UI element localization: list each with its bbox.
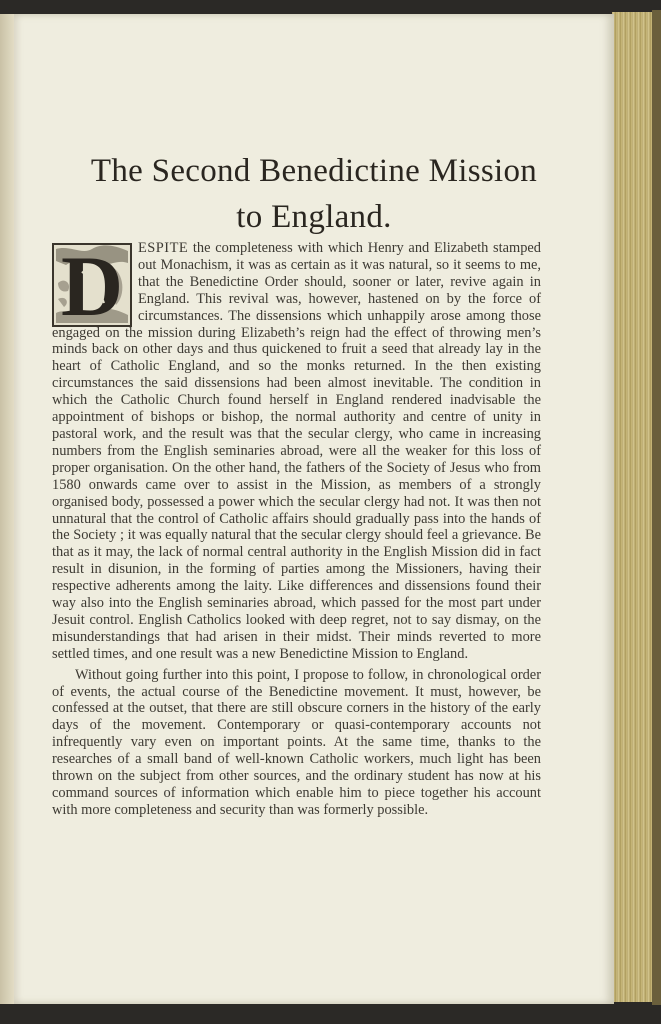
book-page xyxy=(14,14,614,1004)
paragraph-2: Without going further into this point, I propose to follow, in chronological order of events, the actual course of the Benedictine movement. It must, however, be confessed at the outset, that there are still obscure corners in the history of the early days of the movement. Contemporary or quasi-contemporary accounts not infrequently vary even on important points. At the same time, thanks to the researches of a small band of well-known Catholic workers, much light has been thrown on the subject from other sources, and the ordinary student has now at his command sources of information which enable him to piece together his account with more completeness and security than was formerly possible. xyxy=(52,666,541,818)
paragraph-1-text: the completeness with which Henry and Elizabeth stamped out Monachism, it was as certain as it was natural, so it seems to me, that the Benedictine Order should, sooner or later, revive again in England. This revival was, however, hastened on by the force of circumstances. The dissensions which unhappily arose among those engaged on the mission during Elizabeth’s reign had the effect of throwing men’s minds back on other days and thus quickened to fruit a seed that already lay in the heart of Catholic England, and so the monks returned. In the then existing circumstances the said dissensions had been almost inevitable. The condition in which the Catholic Church found herself in England rendered inadvisable the appointment of bishops or bishop, the normal authority and centre of unity in pastoral work, and the result was that the secular clergy, who came in increasing numbers from the English seminaries abroad, were all the weaker for this loss of proper organisation. On the other hand, the fathers of the Society of Jesus who from 1580 onwards came over to assist in the Mission, as members of a strongly organised body, possessed a power which the secular clergy had not. It was then not unnatural that the control of Catholic affairs should gradually pass into the hands of the Society ; it was equally natural that the secular clergy should feel a grievance. Be that as it may, the lack of normal central authority in the English Mission did in fact result in disunion, in the forming of parties among the Missioners, having their respective adherents among the laity. Like differences and dissensions found their way also into the English seminaries abroad, which passed for the most part under Jesuit control. English Catholics looked with deep regret, not to say dismay, on the misunderstandings that had arisen in their midst. Their minds reverted to more settled times, and one result was a new Benedictine Mission to England. xyxy=(52,240,541,662)
paragraph-1 xyxy=(52,240,541,663)
article-title xyxy=(14,148,614,240)
initial-letter: D xyxy=(60,243,124,327)
initial-space xyxy=(52,240,138,324)
book-cover-edge xyxy=(652,10,661,1005)
article-body xyxy=(52,240,541,819)
paragraph-1-lead: ESPITE xyxy=(138,240,189,256)
title-line-1: The Second Benedictine Mission xyxy=(90,153,538,189)
title-line-2: to England. xyxy=(236,199,392,235)
